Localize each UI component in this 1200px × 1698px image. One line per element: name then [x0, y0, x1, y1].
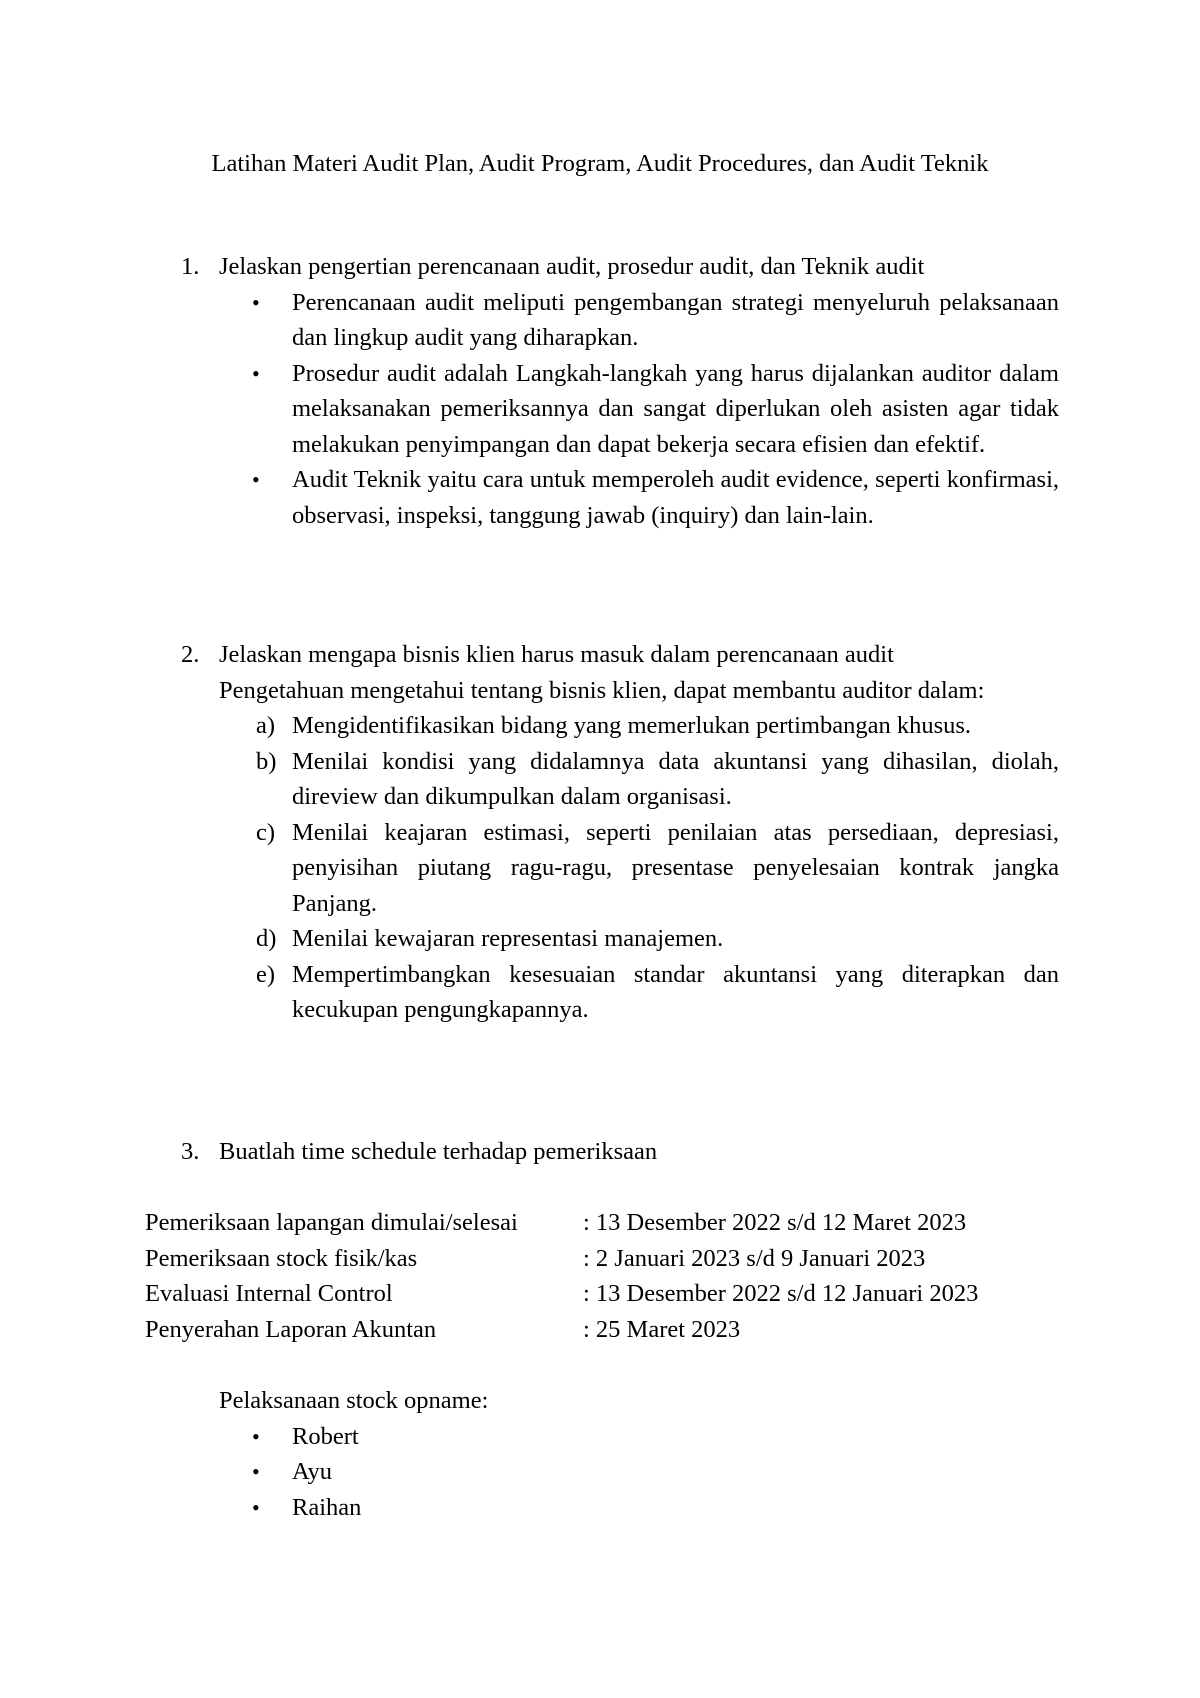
bullet-icon: •	[252, 1423, 260, 1449]
list-item	[219, 815, 1059, 922]
table-row	[145, 1312, 978, 1348]
question-3-number: 3.	[181, 1138, 200, 1165]
item-text: Mempertimbangkan kesesuaian standar akuntansi yang diterapkan dan kecukupan pengungkapannya.	[292, 960, 1059, 1023]
question-2-text-line	[0, 637, 1059, 673]
schedule-label: Evaluasi Internal Control	[145, 1280, 393, 1307]
list-item	[219, 708, 1059, 744]
schedule-value: : 13 Desember 2022 s/d 12 Maret 2023	[583, 1209, 967, 1236]
question-3-text-line	[0, 1134, 1059, 1170]
list-item	[219, 1454, 488, 1490]
time-schedule-table	[145, 1205, 978, 1347]
list-item	[219, 1419, 488, 1455]
question-1-number: 1.	[181, 253, 200, 280]
bullet-text: Audit Teknik yaitu cara untuk memperoleh audit evidence, seperti konfirmasi, observasi, inspeksi, tanggung jawab (inquiry) dan lain-lain.	[292, 466, 1059, 529]
list-item	[219, 356, 1059, 463]
list-item	[219, 957, 1059, 1028]
question-2-lettered-list	[0, 708, 1200, 1028]
list-item	[219, 921, 1059, 957]
item-label: a)	[256, 712, 276, 739]
schedule-label: Pemeriksaan lapangan dimulai/selesai	[145, 1209, 518, 1236]
bullet-icon: •	[252, 1459, 260, 1484]
question-1	[0, 249, 1200, 533]
question-2-intro: Pengetahuan mengetahui tentang bisnis klien, dapat membantu auditor dalam:	[219, 676, 985, 704]
table-row	[145, 1241, 978, 1277]
question-1-text: Jelaskan pengertian perencanaan audit, prosedur audit, dan Teknik audit	[219, 253, 925, 280]
item-label: e)	[256, 960, 276, 988]
list-item	[219, 744, 1059, 815]
item-text: Mengidentifikasikan bidang yang memerlukan pertimbangan khusus.	[292, 712, 972, 739]
question-2-number: 2.	[181, 641, 200, 668]
schedule-value: : 2 Januari 2023 s/d 9 Januari 2023	[583, 1244, 926, 1272]
stock-opname-section	[219, 1383, 488, 1525]
bullet-text: Prosedur audit adalah Langkah-langkah yang harus dijalankan auditor dalam melaksanakan pemeriksannya dan sangat diperlukan oleh asisten agar tidak melakukan penyimpangan dan dapat bekerja secara efisien dan efektif.	[292, 359, 1059, 458]
document-title: Latihan Materi Audit Plan, Audit Program, Audit Procedures, dan Audit Teknik	[211, 150, 989, 177]
list-item	[219, 462, 1059, 533]
stock-opname-heading: Pelaksanaan stock opname:	[219, 1387, 489, 1414]
bullet-icon: •	[252, 289, 260, 315]
item-text: Menilai keajaran estimasi, seperti penilaian atas persediaan, depresiasi, penyisihan piutang ragu-ragu, presentase penyelesaian kontrak jangka Panjang.	[292, 818, 1059, 917]
bullet-icon: •	[252, 360, 260, 386]
question-3-text: Buatlah time schedule terhadap pemeriksaan	[219, 1138, 658, 1165]
person-name: Ayu	[292, 1458, 332, 1485]
bullet-icon: •	[252, 1494, 260, 1520]
question-2	[0, 637, 1200, 1028]
item-label: c)	[256, 818, 276, 846]
item-text: Menilai kewajaran representasi manajemen.	[292, 925, 724, 952]
item-text: Menilai kondisi yang didalamnya data akuntansi yang dihasilan, diolah, direview dan dikumpulkan dalam organisasi.	[292, 747, 1059, 810]
item-label: d)	[256, 925, 277, 952]
question-3	[0, 1134, 1200, 1170]
question-2-text: Jelaskan mengapa bisnis klien harus masuk dalam perencanaan audit	[219, 641, 894, 668]
schedule-label: Pemeriksaan stock fisik/kas	[145, 1244, 418, 1272]
table-row	[145, 1205, 978, 1241]
list-item	[219, 285, 1059, 356]
person-name: Raihan	[292, 1493, 362, 1521]
list-item	[219, 1490, 488, 1526]
item-label: b)	[256, 747, 277, 775]
table-row	[145, 1276, 978, 1312]
question-1-text-line	[0, 249, 1059, 285]
schedule-value: : 25 Maret 2023	[583, 1315, 741, 1343]
person-name: Robert	[292, 1422, 359, 1450]
question-1-bullet-list	[0, 285, 1200, 534]
bullet-text: Perencanaan audit meliputi pengembangan strategi menyeluruh pelaksanaan dan lingkup audit yang diharapkan.	[292, 288, 1059, 351]
schedule-value: : 13 Desember 2022 s/d 12 Januari 2023	[583, 1280, 979, 1307]
schedule-label: Penyerahan Laporan Akuntan	[145, 1315, 437, 1343]
bullet-icon: •	[252, 467, 260, 492]
stock-opname-names	[219, 1419, 488, 1526]
